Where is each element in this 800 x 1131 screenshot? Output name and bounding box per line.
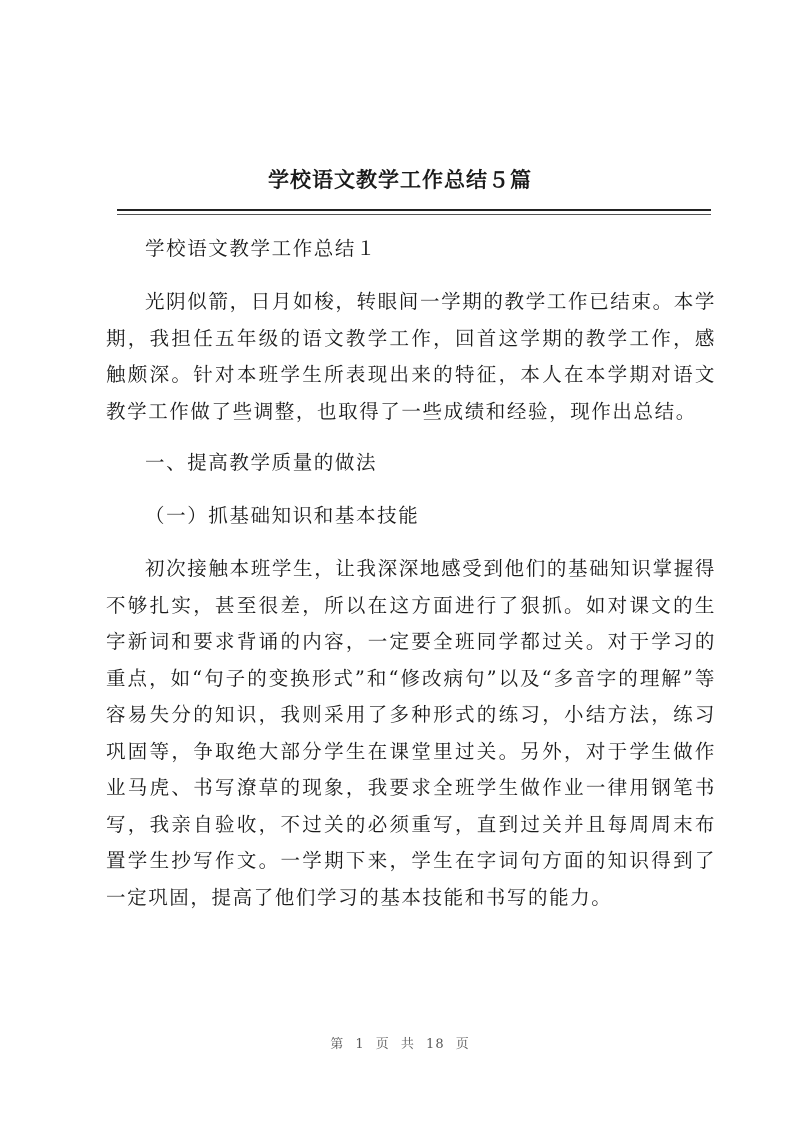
document-body xyxy=(106,231,716,916)
title-divider xyxy=(117,209,711,211)
subsection-heading: （一）抓基础知识和基本技能 xyxy=(145,504,420,527)
title-divider-thin xyxy=(117,214,711,215)
paragraph: 初次接触本班学生，让我深深地感受到他们的基础知识掌握得不够扎实，甚至很差，所以在这方面进行了狠抓。如对课文的生字新词和要求背诵的内容，一定要全班同学都过关。对于学习的重点，如“句子的变换形式”和“修改病句”以及“多音字的理解”等容易失分的知识，我则采用了多种形式的练习，小结方法，练习巩固等，争取绝大部分学生在课堂里过关。另外，对于学生做作业马虎、书写潦草的现象，我要求全班学生做作业一律用钢笔书写，我亲自验收，不过关的必须重写，直到过关并且每周周末布置学生抄写作文。一学期下来，学生在字词句方面的知识得到了一定巩固，提高了他们学习的基本技能和书写的能力。 xyxy=(106,557,716,909)
subsection-heading: 一、提高教学质量的做法 xyxy=(145,451,378,474)
document-title: 学校语文教学工作总结５篇 xyxy=(268,167,532,192)
page-number: 第 1 页 共 18 页 xyxy=(330,1037,470,1052)
paragraph: 光阴似箭，日月如梭，转眼间一学期的教学工作已结束。本学期，我担任五年级的语文教学工作，回首这学期的教学工作，感触颇深。针对本班学生所表现出来的特征，本人在本学期对语文教学工作做了些调整，也取得了一些成绩和经验，现作出总结。 xyxy=(106,290,716,423)
section-heading: 学校语文教学工作总结１ xyxy=(145,237,378,260)
